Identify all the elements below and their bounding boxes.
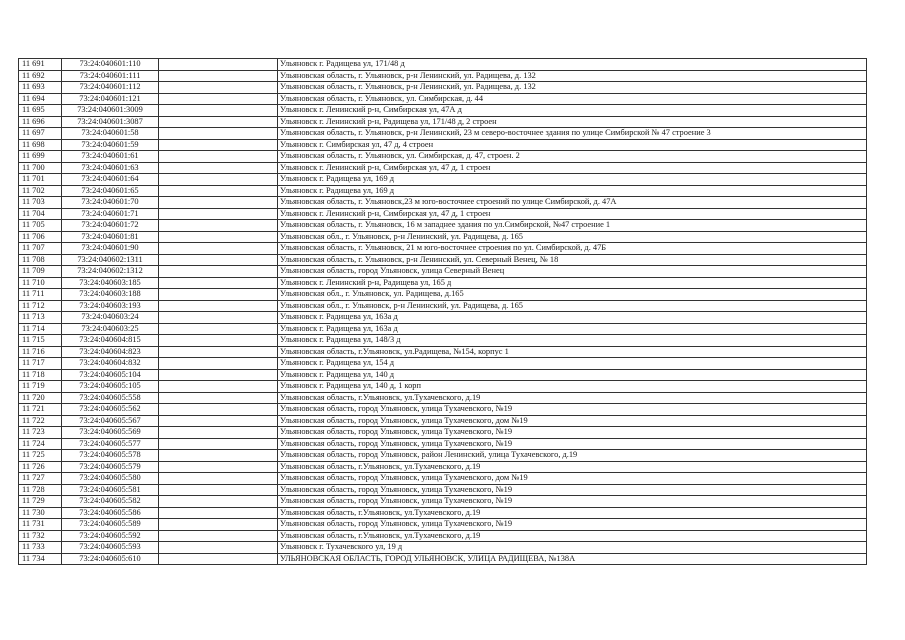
table-row: [19, 369, 867, 381]
address-cell: Ульяновская область, город Ульяновск, улица Тухачевского, №19: [278, 484, 867, 496]
cadastral-number-cell: 73:24:040605:567: [62, 415, 159, 427]
cadastral-number-cell: 73:24:040601:112: [62, 82, 159, 94]
row-number-cell: 11 715: [19, 335, 62, 347]
cadastral-number-cell: 73:24:040605:592: [62, 530, 159, 542]
cadastral-number-cell: 73:24:040605:610: [62, 553, 159, 565]
row-number-cell: 11 703: [19, 197, 62, 209]
row-number-cell: 11 726: [19, 461, 62, 473]
address-cell: Ульяновская область, г. Ульяновск, 16 м западнее здания по ул.Симбирской, №47 строение 1: [278, 220, 867, 232]
blank-cell: [159, 496, 278, 508]
table-row: [19, 484, 867, 496]
table-row: [19, 208, 867, 220]
blank-cell: [159, 507, 278, 519]
address-cell: Ульяновская область, г.Ульяновск, ул.Тухачевского, д.19: [278, 507, 867, 519]
row-number-cell: 11 694: [19, 93, 62, 105]
row-number-cell: 11 692: [19, 70, 62, 82]
blank-cell: [159, 70, 278, 82]
row-number-cell: 11 706: [19, 231, 62, 243]
address-cell: Ульяновская область, г.Ульяновск, ул.Тухачевского, д.19: [278, 461, 867, 473]
cadastral-number-cell: 73:24:040601:71: [62, 208, 159, 220]
row-number-cell: 11 721: [19, 404, 62, 416]
address-cell: Ульяновск г. Ленинский р-н, Радищева ул, 165 д: [278, 277, 867, 289]
row-number-cell: 11 714: [19, 323, 62, 335]
row-number-cell: 11 717: [19, 358, 62, 370]
address-cell: Ульяновск г. Ленинский р-н, Симбирская ул, 47 д, 1 строен: [278, 162, 867, 174]
blank-cell: [159, 415, 278, 427]
blank-cell: [159, 289, 278, 301]
address-cell: Ульяновск г. Радищева ул, 163а д: [278, 323, 867, 335]
cadastral-number-cell: 73:24:040603:25: [62, 323, 159, 335]
blank-cell: [159, 254, 278, 266]
cadastral-number-cell: 73:24:040605:579: [62, 461, 159, 473]
row-number-cell: 11 691: [19, 59, 62, 71]
row-number-cell: 11 702: [19, 185, 62, 197]
table-row: [19, 346, 867, 358]
table-row: [19, 128, 867, 140]
row-number-cell: 11 711: [19, 289, 62, 301]
cadastral-number-cell: 73:24:040601:90: [62, 243, 159, 255]
row-number-cell: 11 704: [19, 208, 62, 220]
blank-cell: [159, 484, 278, 496]
address-cell: Ульяновск г. Радищева ул, 163а д: [278, 312, 867, 324]
row-number-cell: 11 718: [19, 369, 62, 381]
row-number-cell: 11 720: [19, 392, 62, 404]
cadastral-number-cell: 73:24:040603:185: [62, 277, 159, 289]
blank-cell: [159, 208, 278, 220]
cadastral-number-cell: 73:24:040601:3087: [62, 116, 159, 128]
blank-cell: [159, 450, 278, 462]
blank-cell: [159, 93, 278, 105]
row-number-cell: 11 732: [19, 530, 62, 542]
table-row: [19, 116, 867, 128]
table-row: [19, 243, 867, 255]
row-number-cell: 11 727: [19, 473, 62, 485]
blank-cell: [159, 185, 278, 197]
address-cell: Ульяновск г. Радищева ул, 171/48 д: [278, 59, 867, 71]
address-cell: Ульяновская обл., г. Ульяновск, р-н Ленинский, ул. Радищева, д. 165: [278, 231, 867, 243]
table-row: [19, 231, 867, 243]
table-row: [19, 496, 867, 508]
table-row: [19, 59, 867, 71]
cadastral-number-cell: 73:24:040602:1311: [62, 254, 159, 266]
blank-cell: [159, 381, 278, 393]
blank-cell: [159, 139, 278, 151]
address-cell: Ульяновская область, г. Ульяновск, р-н Ленинский, 23 м северо-восточнее здания по улице Симбирской № 47 строение 3: [278, 128, 867, 140]
row-number-cell: 11 693: [19, 82, 62, 94]
table-row: [19, 162, 867, 174]
cadastral-number-cell: 73:24:040601:58: [62, 128, 159, 140]
table-row: [19, 519, 867, 531]
row-number-cell: 11 696: [19, 116, 62, 128]
table-row: [19, 174, 867, 186]
address-cell: Ульяновск г. Радищева ул, 140 д: [278, 369, 867, 381]
blank-cell: [159, 220, 278, 232]
row-number-cell: 11 713: [19, 312, 62, 324]
cadastral-number-cell: 73:24:040604:815: [62, 335, 159, 347]
address-cell: Ульяновская область, г.Ульяновск, ул.Тухачевского, д.19: [278, 392, 867, 404]
row-number-cell: 11 697: [19, 128, 62, 140]
table-row: [19, 70, 867, 82]
table-row: [19, 289, 867, 301]
table-row: [19, 450, 867, 462]
row-number-cell: 11 716: [19, 346, 62, 358]
address-cell: Ульяновская область, город Ульяновск, улица Тухачевского, дом №19: [278, 415, 867, 427]
row-number-cell: 11 700: [19, 162, 62, 174]
blank-cell: [159, 116, 278, 128]
table-row: [19, 277, 867, 289]
address-cell: УЛЬЯНОВСКАЯ ОБЛАСТЬ, ГОРОД УЛЬЯНОВСК, УЛИЦА РАДИЩЕВА, №138А: [278, 553, 867, 565]
table-row: [19, 266, 867, 278]
cadastral-number-cell: 73:24:040602:1312: [62, 266, 159, 278]
blank-cell: [159, 392, 278, 404]
blank-cell: [159, 128, 278, 140]
address-cell: Ульяновск г. Радищева ул, 154 д: [278, 358, 867, 370]
cadastral-number-cell: 73:24:040601:72: [62, 220, 159, 232]
address-cell: Ульяновск г. Радищева ул, 169 д: [278, 174, 867, 186]
row-number-cell: 11 712: [19, 300, 62, 312]
table-row: [19, 461, 867, 473]
row-number-cell: 11 707: [19, 243, 62, 255]
address-cell: Ульяновск г. Ленинский р-н, Симбирская ул, 47 д, 1 строен: [278, 208, 867, 220]
blank-cell: [159, 438, 278, 450]
cadastral-number-cell: 73:24:040604:823: [62, 346, 159, 358]
address-cell: Ульяновская обл., г. Ульяновск, р-н Ленинский, ул. Радищева, д. 165: [278, 300, 867, 312]
table-row: [19, 300, 867, 312]
row-number-cell: 11 708: [19, 254, 62, 266]
blank-cell: [159, 174, 278, 186]
cadastral-number-cell: 73:24:040604:832: [62, 358, 159, 370]
blank-cell: [159, 335, 278, 347]
cadastral-number-cell: 73:24:040601:61: [62, 151, 159, 163]
row-number-cell: 11 725: [19, 450, 62, 462]
blank-cell: [159, 277, 278, 289]
row-number-cell: 11 698: [19, 139, 62, 151]
address-cell: Ульяновская область, г.Ульяновск, ул.Тухачевского, д.19: [278, 530, 867, 542]
address-cell: Ульяновская область, город Ульяновск, улица Тухачевского, №19: [278, 427, 867, 439]
cadastral-number-cell: 73:24:040605:586: [62, 507, 159, 519]
cadastral-number-cell: 73:24:040601:59: [62, 139, 159, 151]
address-cell: Ульяновск г. Тухачевского ул, 19 д: [278, 542, 867, 554]
cadastral-number-cell: 73:24:040605:578: [62, 450, 159, 462]
address-cell: Ульяновск г. Радищева ул, 140 д, 1 корп: [278, 381, 867, 393]
row-number-cell: 11 733: [19, 542, 62, 554]
blank-cell: [159, 404, 278, 416]
blank-cell: [159, 461, 278, 473]
cadastral-number-cell: 73:24:040601:64: [62, 174, 159, 186]
row-number-cell: 11 719: [19, 381, 62, 393]
table-row: [19, 335, 867, 347]
blank-cell: [159, 358, 278, 370]
address-cell: Ульяновская область, г. Ульяновск, р-н Ленинский, ул. Северный Венец, № 18: [278, 254, 867, 266]
table-row: [19, 185, 867, 197]
cadastral-number-cell: 73:24:040601:110: [62, 59, 159, 71]
row-number-cell: 11 729: [19, 496, 62, 508]
blank-cell: [159, 530, 278, 542]
address-cell: Ульяновская область, город Ульяновск, улица Тухачевского, №19: [278, 438, 867, 450]
blank-cell: [159, 427, 278, 439]
cadastral-number-cell: 73:24:040603:193: [62, 300, 159, 312]
row-number-cell: 11 710: [19, 277, 62, 289]
table-row: [19, 507, 867, 519]
row-number-cell: 11 701: [19, 174, 62, 186]
row-number-cell: 11 730: [19, 507, 62, 519]
address-cell: Ульяновская область, г. Ульяновск, р-н Ленинский, ул. Радищева, д. 132: [278, 70, 867, 82]
address-cell: Ульяновская область, г. Ульяновск, 21 м юго-восточнее строения по ул. Симбирской, д. 47Б: [278, 243, 867, 255]
address-cell: Ульяновская область, г. Ульяновск, ул. Симбирская, д. 47, строен. 2: [278, 151, 867, 163]
cadastral-number-cell: 73:24:040601:70: [62, 197, 159, 209]
row-number-cell: 11 728: [19, 484, 62, 496]
blank-cell: [159, 300, 278, 312]
cadastral-number-cell: 73:24:040603:24: [62, 312, 159, 324]
address-cell: Ульяновская область, город Ульяновск, улица Северный Венец: [278, 266, 867, 278]
address-cell: Ульяновская обл., г. Ульяновск, ул. Радищева, д.165: [278, 289, 867, 301]
row-number-cell: 11 734: [19, 553, 62, 565]
cadastral-number-cell: 73:24:040601:63: [62, 162, 159, 174]
cadastral-number-cell: 73:24:040605:589: [62, 519, 159, 531]
cadastral-number-cell: 73:24:040603:188: [62, 289, 159, 301]
cadastral-number-cell: 73:24:040605:577: [62, 438, 159, 450]
table-row: [19, 197, 867, 209]
address-cell: Ульяновск г. Симбирская ул, 47 д, 4 строен: [278, 139, 867, 151]
cadastral-number-cell: 73:24:040601:81: [62, 231, 159, 243]
blank-cell: [159, 346, 278, 358]
blank-cell: [159, 369, 278, 381]
cadastral-number-cell: 73:24:040605:582: [62, 496, 159, 508]
blank-cell: [159, 82, 278, 94]
address-cell: Ульяновская область, город Ульяновск, район Ленинский, улица Тухачевского, д.19: [278, 450, 867, 462]
blank-cell: [159, 519, 278, 531]
blank-cell: [159, 231, 278, 243]
cadastral-number-cell: 73:24:040605:581: [62, 484, 159, 496]
table-row: [19, 323, 867, 335]
address-cell: Ульяновская область, г.Ульяновск, ул.Радищева, №154, корпус 1: [278, 346, 867, 358]
row-number-cell: 11 705: [19, 220, 62, 232]
blank-cell: [159, 312, 278, 324]
row-number-cell: 11 709: [19, 266, 62, 278]
table-row: [19, 82, 867, 94]
cadastral-number-cell: 73:24:040605:569: [62, 427, 159, 439]
table-row: [19, 381, 867, 393]
row-number-cell: 11 699: [19, 151, 62, 163]
table-row: [19, 105, 867, 117]
row-number-cell: 11 724: [19, 438, 62, 450]
table-row: [19, 473, 867, 485]
blank-cell: [159, 151, 278, 163]
table-row: [19, 415, 867, 427]
blank-cell: [159, 473, 278, 485]
table-row: [19, 358, 867, 370]
table-row: [19, 151, 867, 163]
table-row: [19, 530, 867, 542]
table-row: [19, 220, 867, 232]
table-row: [19, 139, 867, 151]
table-row: [19, 553, 867, 565]
cadastral-number-cell: 73:24:040601:121: [62, 93, 159, 105]
blank-cell: [159, 323, 278, 335]
cadastral-number-cell: 73:24:040605:580: [62, 473, 159, 485]
address-cell: Ульяновская область, город Ульяновск, улица Тухачевского, дом №19: [278, 473, 867, 485]
table-row: [19, 427, 867, 439]
table-row: [19, 404, 867, 416]
blank-cell: [159, 105, 278, 117]
cadastral-number-cell: 73:24:040601:65: [62, 185, 159, 197]
property-register-table: [18, 58, 867, 565]
row-number-cell: 11 731: [19, 519, 62, 531]
table-row: [19, 312, 867, 324]
cadastral-number-cell: 73:24:040605:593: [62, 542, 159, 554]
address-cell: Ульяновская область, город Ульяновск, улица Тухачевского, №19: [278, 404, 867, 416]
address-cell: Ульяновская область, г. Ульяновск, р-н Ленинский, ул. Радищева, д. 132: [278, 82, 867, 94]
address-cell: Ульяновск г. Ленинский р-н, Радищева ул, 171/48 д, 2 строен: [278, 116, 867, 128]
cadastral-number-cell: 73:24:040605:558: [62, 392, 159, 404]
table-row: [19, 542, 867, 554]
address-cell: Ульяновская область, г. Ульяновск,23 м юго-восточнее строений по улице Симбирской, д. 47А: [278, 197, 867, 209]
table-row: [19, 254, 867, 266]
address-cell: Ульяновск г. Радищева ул, 148/3 д: [278, 335, 867, 347]
table-body: [19, 59, 867, 565]
cadastral-number-cell: 73:24:040601:3009: [62, 105, 159, 117]
table-row: [19, 438, 867, 450]
address-cell: Ульяновская область, город Ульяновск, улица Тухачевского, №19: [278, 496, 867, 508]
blank-cell: [159, 197, 278, 209]
blank-cell: [159, 266, 278, 278]
cadastral-number-cell: 73:24:040601:111: [62, 70, 159, 82]
cadastral-number-cell: 73:24:040605:104: [62, 369, 159, 381]
address-cell: Ульяновская область, город Ульяновск, улица Тухачевского, №19: [278, 519, 867, 531]
address-cell: Ульяновск г. Радищева ул, 169 д: [278, 185, 867, 197]
table-row: [19, 392, 867, 404]
address-cell: Ульяновск г. Ленинский р-н, Симбирская ул, 47А д: [278, 105, 867, 117]
row-number-cell: 11 695: [19, 105, 62, 117]
blank-cell: [159, 553, 278, 565]
blank-cell: [159, 59, 278, 71]
address-cell: Ульяновская область, г. Ульяновск, ул. Симбирская, д. 44: [278, 93, 867, 105]
cadastral-number-cell: 73:24:040605:105: [62, 381, 159, 393]
row-number-cell: 11 723: [19, 427, 62, 439]
blank-cell: [159, 243, 278, 255]
blank-cell: [159, 162, 278, 174]
blank-cell: [159, 542, 278, 554]
row-number-cell: 11 722: [19, 415, 62, 427]
table-row: [19, 93, 867, 105]
cadastral-number-cell: 73:24:040605:562: [62, 404, 159, 416]
